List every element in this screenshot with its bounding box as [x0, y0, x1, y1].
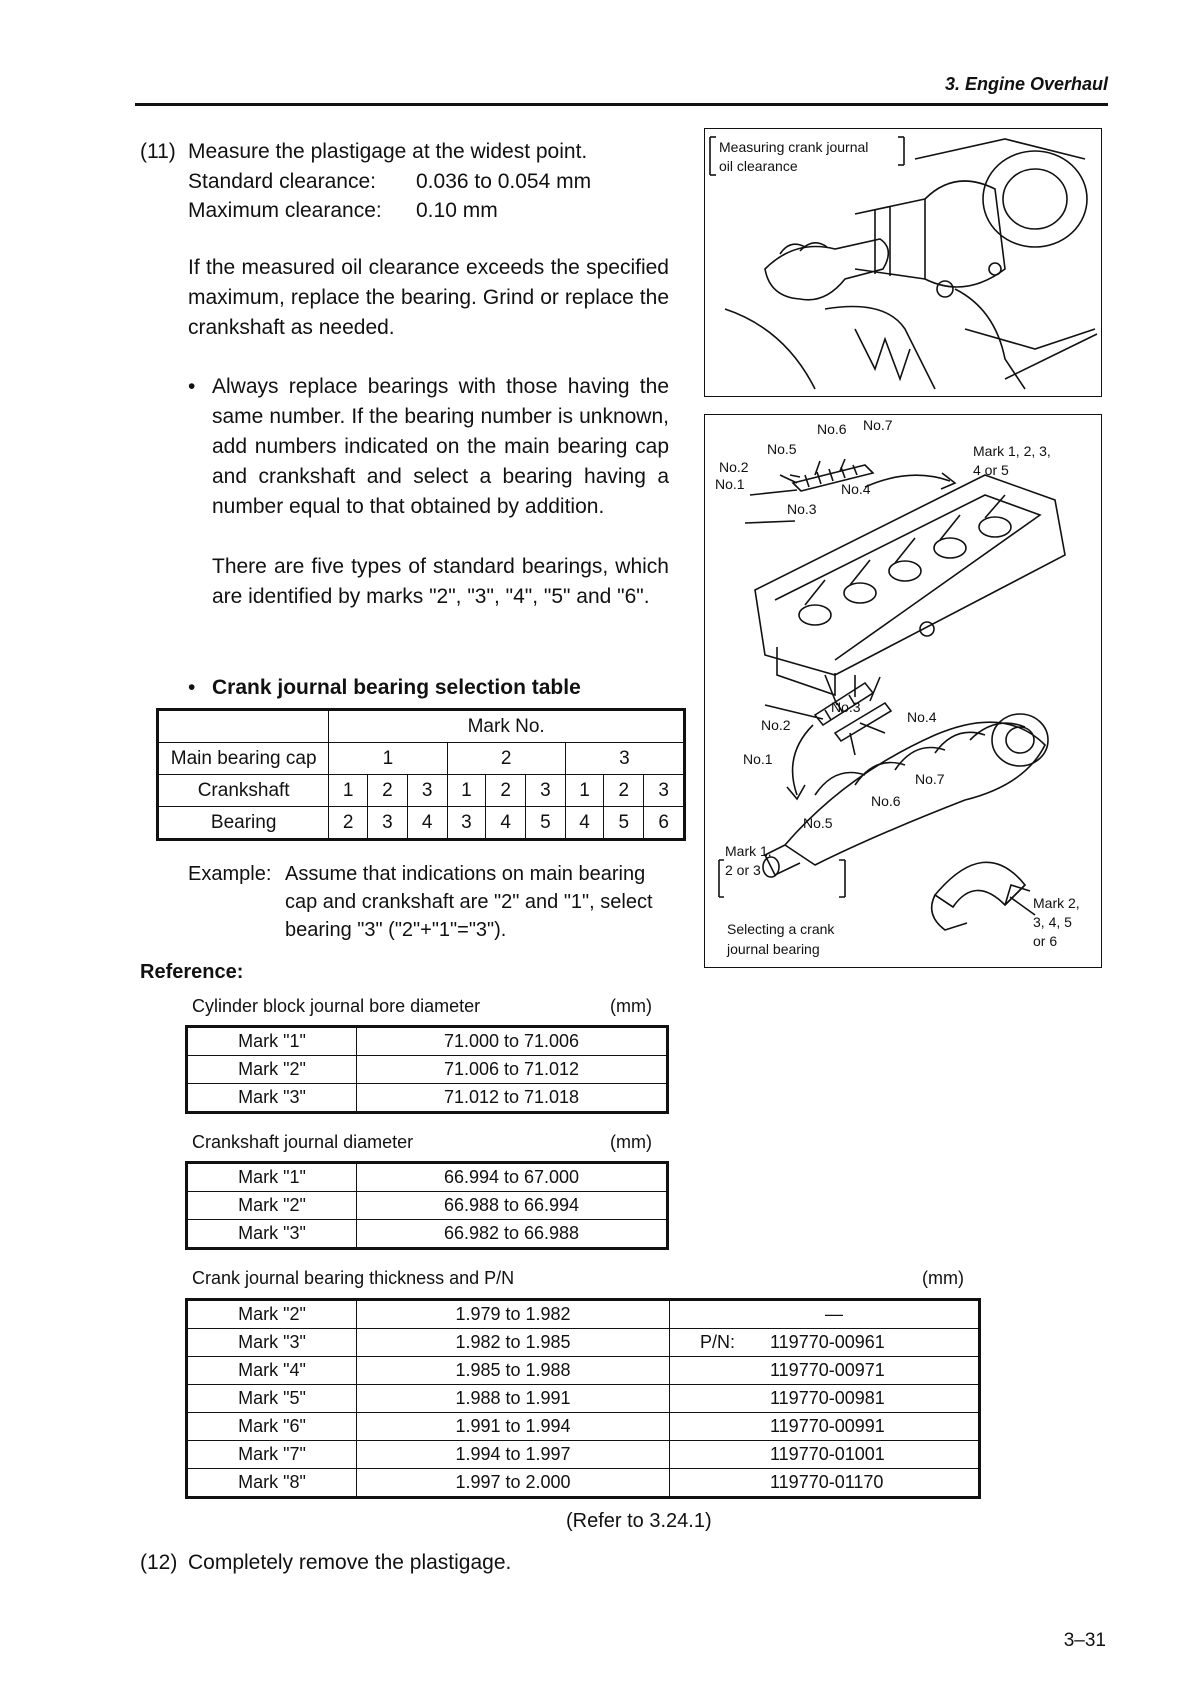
step11-title: Measure the plastigage at the widest point. [188, 140, 588, 163]
fig3-label-line1: Selecting a crank [727, 921, 835, 937]
value-cell: 1.994 to 1.997 [357, 1441, 670, 1469]
mark-no-header: Mark No. [329, 710, 685, 743]
step12-text: Completely remove the plastigage. [188, 1551, 512, 1574]
crank-value: 1 [447, 775, 486, 807]
table-row [158, 807, 685, 840]
value-cell: 1.979 to 1.982 [357, 1300, 670, 1329]
bearing-value: 5 [604, 807, 644, 840]
cap-value: 2 [447, 743, 565, 775]
crank-value: 2 [486, 775, 526, 807]
t1-unit: (mm) [610, 996, 652, 1016]
pn-value: 119770-01170 [670, 1469, 980, 1498]
table-row [187, 1441, 980, 1469]
bearing-value: 5 [525, 807, 565, 840]
t2-title: Crankshaft journal diameter [192, 1132, 414, 1152]
crank-value: 3 [644, 775, 685, 807]
fig3-no2: No.2 [761, 717, 791, 733]
pn-value: 119770-00961 [770, 1332, 885, 1352]
table-row [187, 1329, 980, 1357]
section-header: 3. Engine Overhaul [944, 74, 1108, 94]
fig2-mark-line2: 4 or 5 [973, 462, 1009, 478]
pn-cell [670, 1329, 980, 1357]
fig3-no5: No.5 [803, 815, 833, 831]
fig3-mark-line2: 2 or 3 [725, 862, 761, 878]
value-cell: 71.000 to 71.006 [357, 1027, 668, 1056]
table-row [187, 1220, 668, 1249]
header-rule [135, 103, 1108, 106]
crank-value: 2 [604, 775, 644, 807]
bearing-value: 4 [565, 807, 604, 840]
table-row [187, 1385, 980, 1413]
max-clearance-label: Maximum clearance: [188, 199, 382, 222]
t3-title: Crank journal bearing thickness and P/N [192, 1268, 515, 1288]
bearing-selection-table [156, 708, 686, 841]
mark-cell: Mark "8" [187, 1469, 357, 1498]
cap-value: 3 [565, 743, 684, 775]
bearing-selection-illustration [705, 415, 1101, 967]
table-row [187, 1027, 668, 1056]
mark-cell: Mark "2" [187, 1056, 357, 1084]
value-cell: 1.997 to 2.000 [357, 1469, 670, 1498]
crank-value: 2 [368, 775, 408, 807]
fig3-mark2-line1: Mark 2, [1033, 895, 1080, 911]
fig3-label-line2: journal bearing [727, 941, 820, 957]
bullet-dot: • [188, 375, 196, 398]
fig3-mark2-line2: 3, 4, 5 [1033, 914, 1072, 930]
bullet1-text-a: Always replace bearings with those having the same number. If the bearing number is unknown, add numbers indicated on the main bearing cap and crankshaft and select a bearing having a number equal to that obtained by addition. [212, 375, 669, 518]
bearing-thickness-table [185, 1298, 981, 1499]
fig1-label-line1: Measuring crank journal [719, 139, 869, 155]
table-row [158, 710, 685, 743]
fig3-no4: No.4 [907, 709, 937, 725]
oil-clearance-paragraph: If the measured oil clearance exceeds the specified maximum, replace the bearing. Grind or replace the crankshaft as needed. [188, 256, 669, 339]
crank-value: 3 [525, 775, 565, 807]
fig3-no6: No.6 [871, 793, 901, 809]
mark-cell: Mark "1" [187, 1027, 357, 1056]
bearing-value: 4 [407, 807, 447, 840]
bearing-value: 4 [486, 807, 526, 840]
example-label: Example: [188, 863, 272, 885]
mark-cell: Mark "5" [187, 1385, 357, 1413]
fig2-no7: No.7 [863, 417, 893, 433]
table-row [187, 1413, 980, 1441]
pn-value: 119770-00991 [670, 1413, 980, 1441]
bore-diameter-table [185, 1025, 669, 1114]
table-row [187, 1163, 668, 1192]
table-row [187, 1469, 980, 1498]
page-number: 3–31 [1063, 1630, 1106, 1651]
t3-unit: (mm) [922, 1268, 964, 1288]
fig2-no5: No.5 [767, 441, 797, 457]
cap-value: 1 [329, 743, 447, 775]
std-clearance-value: 0.036 to 0.054 mm [416, 170, 592, 193]
example-line1: Assume that indications on main bearing [285, 863, 646, 885]
value-cell: 1.988 to 1.991 [357, 1385, 670, 1413]
fig2-no1: No.1 [715, 476, 745, 492]
fig3-no1: No.1 [743, 751, 773, 767]
mark-cell: Mark "2" [187, 1192, 357, 1220]
value-cell: 66.988 to 66.994 [357, 1192, 668, 1220]
mark-cell: Mark "2" [187, 1300, 357, 1329]
step12-number: (12) [140, 1551, 178, 1574]
fig2-no2: No.2 [719, 459, 749, 475]
mark-cell: Mark "7" [187, 1441, 357, 1469]
example-line3: bearing "3" ("2"+"1"="3"). [285, 919, 507, 941]
table-row [187, 1192, 668, 1220]
pn-value: — [825, 1304, 843, 1324]
bearing-value: 3 [447, 807, 486, 840]
t1-title: Cylinder block journal bore diameter [192, 996, 481, 1016]
fig1-label-line2: oil clearance [719, 158, 798, 174]
table-row [158, 775, 685, 807]
fig3-mark2-line3: or 6 [1033, 933, 1058, 949]
row-label-bearing: Bearing [158, 807, 329, 840]
step11-number: (11) [140, 140, 176, 163]
row-label-cap: Main bearing cap [158, 743, 329, 775]
fig3-mark-line1: Mark 1, [725, 843, 772, 859]
table-row [187, 1084, 668, 1113]
bearing-value: 2 [329, 807, 368, 840]
value-cell: 71.012 to 71.018 [357, 1084, 668, 1113]
table-row [158, 743, 685, 775]
value-cell: 1.982 to 1.985 [357, 1329, 670, 1357]
table-row [187, 1300, 980, 1329]
pn-value: 119770-01001 [670, 1441, 980, 1469]
pn-value: 119770-00981 [670, 1385, 980, 1413]
figure-measuring-clearance [704, 128, 1102, 397]
fig3-no7: No.7 [915, 771, 945, 787]
table-row [187, 1056, 668, 1084]
bearing-value: 3 [368, 807, 408, 840]
fig2-no6: No.6 [817, 421, 847, 437]
value-cell: 1.991 to 1.994 [357, 1413, 670, 1441]
mark-cell: Mark "6" [187, 1413, 357, 1441]
std-clearance-label: Standard clearance: [188, 170, 376, 193]
t2-unit: (mm) [610, 1132, 652, 1152]
row-label-crankshaft: Crankshaft [158, 775, 329, 807]
fig2-no3: No.3 [787, 501, 817, 517]
value-cell: 66.994 to 67.000 [357, 1163, 668, 1192]
pn-value: 119770-00971 [670, 1357, 980, 1385]
journal-diameter-table [185, 1161, 669, 1250]
value-cell: 66.982 to 66.988 [357, 1220, 668, 1249]
refer-note: (Refer to 3.24.1) [566, 1510, 712, 1532]
max-clearance-value: 0.10 mm [416, 199, 498, 222]
crank-value: 1 [565, 775, 604, 807]
pn-cell [670, 1300, 980, 1329]
value-cell: 71.006 to 71.012 [357, 1056, 668, 1084]
pn-label: P/N: [700, 1332, 736, 1352]
bullet-dot: • [188, 676, 196, 699]
table-row [187, 1357, 980, 1385]
mark-cell: Mark "3" [187, 1220, 357, 1249]
selection-table-title: Crank journal bearing selection table [212, 676, 581, 699]
fig3-no3: No.3 [831, 699, 861, 715]
mark-cell: Mark "3" [187, 1084, 357, 1113]
fig2-mark-line1: Mark 1, 2, 3, [973, 443, 1051, 459]
bullet1-text-b: There are five types of standard bearings, which are identified by marks "2", "3", "4", "5" and "6". [212, 555, 669, 608]
example-line2: cap and crankshaft are "2" and "1", select [285, 891, 653, 913]
value-cell: 1.985 to 1.988 [357, 1357, 670, 1385]
table-cell [158, 710, 329, 743]
mark-cell: Mark "3" [187, 1329, 357, 1357]
fig2-no4: No.4 [841, 481, 871, 497]
reference-heading: Reference: [140, 961, 244, 983]
mark-cell: Mark "1" [187, 1163, 357, 1192]
figure-bearing-selection [704, 414, 1102, 968]
bearing-value: 6 [644, 807, 685, 840]
crank-value: 1 [329, 775, 368, 807]
crank-value: 3 [407, 775, 447, 807]
mark-cell: Mark "4" [187, 1357, 357, 1385]
